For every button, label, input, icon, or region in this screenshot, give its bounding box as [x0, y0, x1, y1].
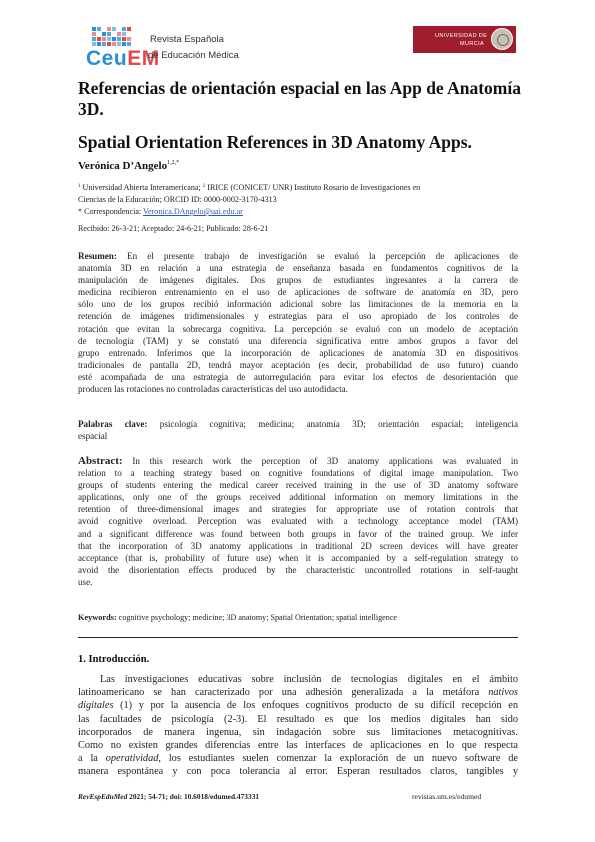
logo-dot — [92, 27, 96, 31]
author-name: Verónica D’Angelo — [78, 160, 168, 172]
journal-name-line1: Revista Española — [150, 34, 224, 45]
aff-1: Universidad Abierta Interamericana; — [80, 183, 203, 192]
affiliations — [78, 181, 518, 206]
logo-dot — [122, 42, 126, 46]
logo-text-em: EM — [127, 47, 160, 70]
logo-dot — [92, 42, 96, 46]
intro-line: las facultades de psicología (2-3). El resultado es que los medios digitales han sido — [78, 713, 518, 725]
aff-2-line1: IRICE (CONICET/ UNR) Instituto Rosario de Investigaciones en — [205, 183, 421, 192]
logo-dot — [112, 37, 116, 41]
logo-dot — [97, 27, 101, 31]
abstract-line: avoid cognitive overload. Perception was evaluated with a technology acceptance model (TAM) — [78, 516, 518, 527]
resumen-line: producen las rotaciones no controladas características del uso autodidacta. — [78, 384, 348, 395]
palabras-clave — [78, 418, 518, 442]
university-logo-line1: UNIVERSIDAD DE — [435, 33, 488, 39]
intro-line: manera espontánea y con poca tolerancia al error. Esperan resultados claros, tangibles y — [78, 766, 518, 778]
logo-dot — [117, 32, 121, 36]
resumen-line: de tecnología (TAM) y se constató una diferencia significativa entre ambos grupos a favor del — [78, 335, 518, 346]
correspondence-email-link[interactable]: Veronica.DAngelo@uai.edu.ar — [143, 207, 243, 216]
logo-text-ceu: Ceu — [86, 47, 128, 70]
logo-dot — [117, 37, 121, 41]
logo-dot — [122, 27, 126, 31]
intro-line — [78, 699, 518, 712]
abstract-line — [78, 455, 518, 467]
intro-text: a la — [78, 753, 106, 765]
journal-logo-dots — [92, 27, 134, 47]
logo-dot — [127, 27, 131, 31]
intro-line: Como no existen grandes diferencias entre las interfaces de aplicaciones en lo que respecta — [78, 740, 518, 752]
resumen — [78, 250, 518, 395]
abstract-line: relation to a teaching strategy based on cognitive foundations of digital image manipulation. Two — [78, 468, 518, 479]
title-english: Spatial Orientation References in 3D Anatomy Apps. — [78, 132, 472, 152]
logo-dot — [102, 42, 106, 46]
introduction — [78, 673, 518, 779]
abstract-line: groups of students entering the medical career received training in the use of 3D anatomy software — [78, 480, 518, 491]
logo-dot — [107, 37, 111, 41]
logo-dot — [112, 27, 116, 31]
logo-dot — [102, 37, 106, 41]
logo-dot — [92, 32, 96, 36]
aff-2-line2: Ciencias de la Educación; ORCID ID: 0000-0002-3170-4313 — [78, 195, 277, 204]
correspondence — [78, 207, 243, 216]
university-seal-icon — [491, 28, 513, 50]
abstract — [78, 455, 518, 588]
abstract-label: Abstract: — [78, 455, 123, 467]
correspondence-label: * Correspondencia: — [78, 207, 144, 216]
aff-sup-1: 1 — [78, 184, 81, 189]
keywords — [78, 613, 397, 622]
footer-citation — [78, 792, 259, 801]
intro-line — [78, 752, 518, 765]
keywords-text: cognitive psychology; medicine; 3D anatomy; Spatial Orientation; spatial intelligence — [116, 613, 398, 622]
resumen-line: tradicionales de pantalla 2D, tendrá mayor aceptación (es decir, probabilidad de uso futuro) cuando — [78, 359, 518, 370]
logo-dot — [107, 32, 111, 36]
palabras-line — [78, 418, 518, 430]
resumen-label: Resumen: — [78, 251, 117, 261]
palabras-label: Palabras clave: — [78, 419, 148, 429]
palabras-text: psicología cognitiva; medicina; anatomía 3D; orientación espacial; inteligencia — [147, 419, 518, 429]
section-title: 1. Introducción. — [78, 654, 150, 665]
intro-text: latinoamericano se han caracterizado por una adhesión generalizada a la metáfora — [78, 687, 489, 699]
section-divider — [78, 637, 518, 638]
palabras-line: espacial — [78, 431, 108, 442]
author — [78, 160, 179, 172]
logo-dot — [107, 27, 111, 31]
abstract-line: that the incorporation of 3D anatomy applications in traditional 2D screen devices will have greater — [78, 540, 518, 551]
abstract-line: retention of three-dimensional images and strategies for appropriate use of rotation controls that — [78, 504, 518, 515]
logo-dot — [117, 42, 121, 46]
intro-text: (1) y por la ausencia de los enfoques cognitivos producto de su difícil recepción en — [113, 700, 518, 712]
logo-dot — [107, 42, 111, 46]
logo-dot — [127, 37, 131, 41]
abstract-line: avoid the disorientation effects produced by the characteristic uncontrolled rotations in self-taught — [78, 564, 518, 575]
article-dates: Recibido: 26-3-21; Aceptado: 24-6-21; Publicado: 28-6-21 — [78, 224, 269, 233]
logo-dot — [122, 32, 126, 36]
abstract-line: and a significant difference was found between both groups in favor of the trained group. We infer — [78, 528, 518, 539]
resumen-line: grupo entrenado. Inferimos que la incorporación de aplicaciones de anatomía 3D en dispositivos — [78, 347, 518, 358]
resumen-line: anatomía 3D en relación a una estrategia de enseñanza basada en fundamentos cognitivos de la — [78, 263, 518, 274]
resumen-text: En el presente trabajo de investigación se evaluó la percepción de aplicaciones de — [116, 251, 518, 261]
resumen-line: medicina recibieron entrenamiento en el uso de aplicaciones de software de anatomía en 3D, pero — [78, 287, 518, 298]
resumen-line: sólo uno de los grupos recibió información adicional sobre las limitaciones de la memoria en la — [78, 299, 518, 310]
logo-dot — [92, 37, 96, 41]
intro-italic: operatividad — [105, 753, 159, 765]
logo-dot — [122, 37, 126, 41]
abstract-text: In this research work the perception of 3D anatomy applications was evaluated in — [122, 456, 518, 466]
logo-dot — [127, 42, 131, 46]
aff-sup-2: 2 — [202, 184, 206, 189]
author-marks: 1,2,* — [167, 160, 180, 166]
abstract-line: acceptance (that is, probability of future use) when it is accompanied by a self-regulation strategy to — [78, 552, 518, 563]
university-logo-line2: MURCIA — [460, 41, 485, 47]
university-logo — [413, 26, 516, 53]
logo-dot — [102, 32, 106, 36]
footer-journal: RevEspEduMed — [78, 792, 128, 801]
intro-italic: digitales — [78, 700, 114, 712]
logo-dot — [97, 37, 101, 41]
footer-doi: 2021; 54-71; doi: 10.6018/edumed.473331 — [127, 792, 260, 801]
resumen-line: esté acompañada de una estrategia de autorregulación para evitar los efectos de desorientación que — [78, 371, 518, 382]
journal-name — [148, 32, 239, 64]
resumen-line: manipulación de imágenes digitales. Dos grupos de estudiantes ingresantes a la carrera de — [78, 275, 518, 286]
intro-text: , los estudiantes suelen comenzar la exploración de un nuevo software de — [158, 753, 518, 765]
resumen-line — [78, 250, 518, 262]
resumen-line: rotación que evitan la sobrecarga cognitiva. La percepción se evaluó con un modelo de aceptación — [78, 323, 518, 334]
intro-line: Las investigaciones educativas sobre inclusión de tecnologías digitales en el ámbito — [100, 674, 518, 685]
abstract-line: applications, only one of the groups received additional information on memory limitations in the — [78, 492, 518, 503]
intro-line: incorporados de manera ingenua, sin indagación sobre sus limitaciones metacognitivas. — [78, 726, 518, 738]
footer-url[interactable]: revistas.um.es/edumed — [412, 792, 482, 801]
keywords-label: Keywords: — [78, 613, 117, 622]
resumen-line: retención de imágenes tridimensionales y estrategias para el uso apropiado de los controles de — [78, 311, 518, 322]
journal-name-line2: de Educación Médica — [148, 50, 239, 61]
logo-dot — [97, 42, 101, 46]
intro-italic: nativos — [488, 687, 518, 699]
intro-line — [78, 686, 518, 699]
logo-dot — [112, 42, 116, 46]
abstract-line: use. — [78, 576, 93, 587]
title-spanish: Referencias de orientación espacial en las App de Anatomía 3D. — [78, 78, 521, 119]
